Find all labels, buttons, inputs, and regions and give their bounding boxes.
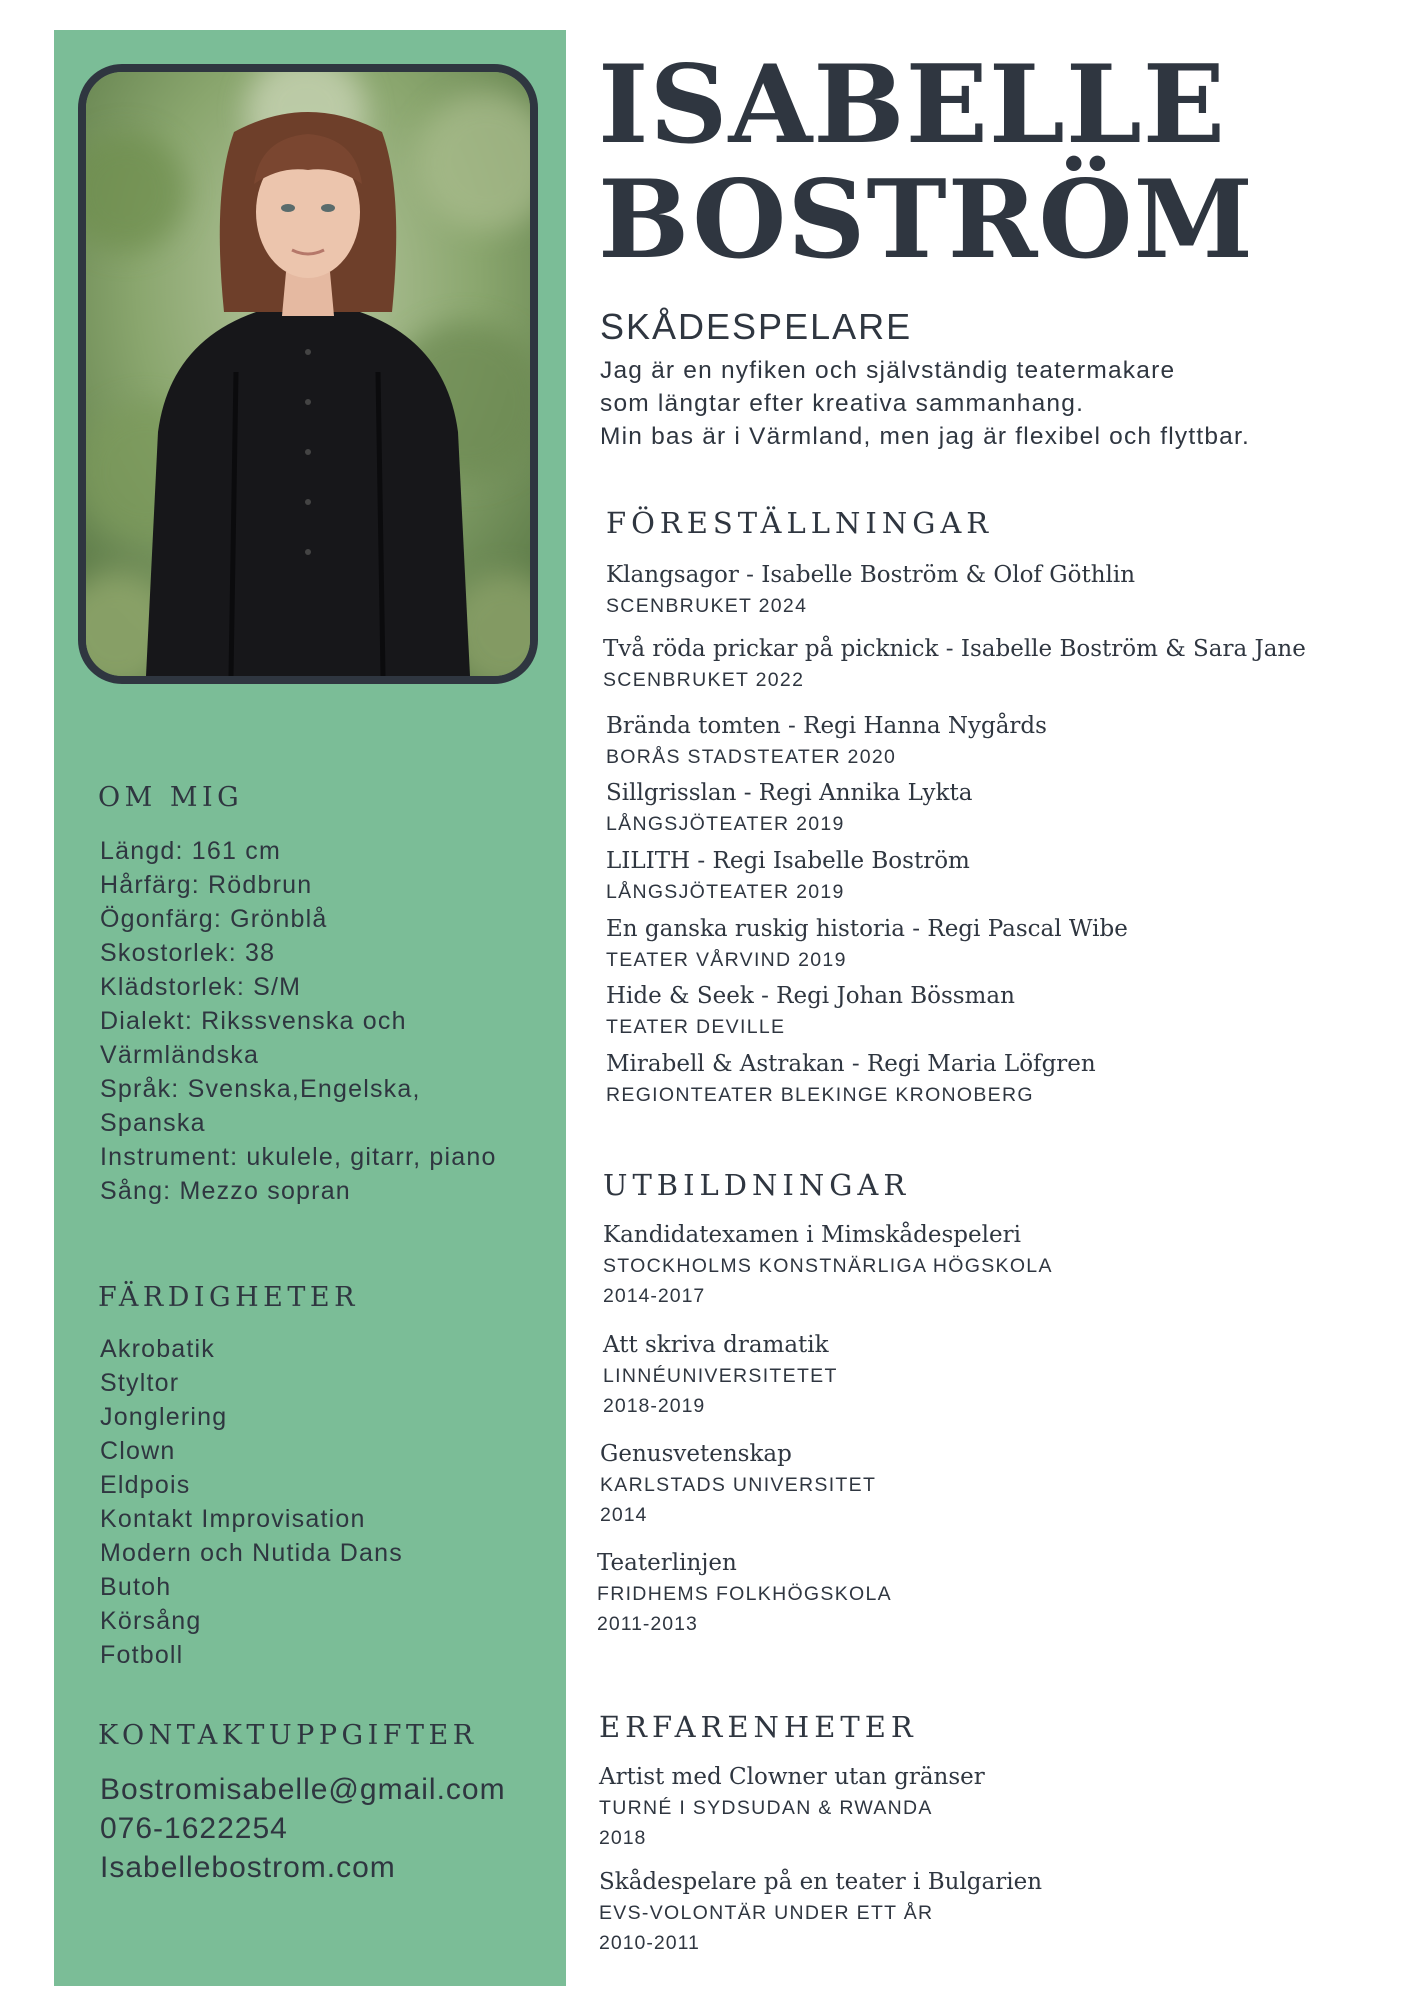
entry-title: Teaterlinjen <box>597 1550 737 1576</box>
website-link[interactable]: Isabellebostrom.com <box>100 1851 396 1884</box>
entry-title: Två röda prickar på picknick - Isabelle Boström & Sara Jane <box>603 636 1306 662</box>
list-item: Språk: Svenska,Engelska, Spanska <box>100 1075 421 1137</box>
entry-years: 2010-2011 <box>599 1932 700 1954</box>
email-link[interactable]: Bostromisabelle@gmail.com <box>100 1773 506 1806</box>
entry-years: 2011-2013 <box>597 1613 698 1635</box>
entry-title: Artist med Clowner utan gränser <box>599 1764 985 1790</box>
utbildningar-heading: UTBILDNINGAR <box>603 1168 911 1202</box>
name-first: ISABELLE <box>598 42 1227 168</box>
bio-text <box>600 354 1380 453</box>
entry-title: Sillgrisslan - Regi Annika Lykta <box>606 780 973 806</box>
list-item: Skostorlek: 38 <box>100 939 276 967</box>
page-title <box>598 42 1255 283</box>
entry-title: Brända tomten - Regi Hanna Nygårds <box>606 713 1047 739</box>
entry-venue: LÅNGSJÖTEATER 2019 <box>606 881 845 903</box>
list-item: Dialekt: Rikssvenska och Värmländska <box>100 1007 407 1069</box>
list-item <box>599 1762 985 1850</box>
entry-years: 2018 <box>599 1827 647 1849</box>
list-item: Hårfärg: Rödbrun <box>100 871 313 899</box>
entry-venue: TEATER VÅRVIND 2019 <box>606 949 847 971</box>
entry-title: Hide & Seek - Regi Johan Bössman <box>606 983 1015 1009</box>
list-item: Längd: 161 cm <box>100 837 281 865</box>
profile-photo <box>78 64 538 684</box>
name-last: BOSTRÖM <box>598 157 1255 283</box>
entry-title: En ganska ruskig historia - Regi Pascal Wibe <box>606 916 1128 942</box>
role-title: SKÅDESPELARE <box>600 306 913 347</box>
entry-title: Kandidatexamen i Mimskådespeleri <box>603 1222 1021 1248</box>
entry-title: Mirabell & Astrakan - Regi Maria Löfgren <box>606 1051 1096 1077</box>
list-item: Sång: Mezzo sopran <box>100 1177 351 1205</box>
list-item: Akrobatik <box>100 1335 216 1363</box>
list-item: Kontakt Improvisation <box>100 1505 366 1533</box>
list-item: Körsång <box>100 1607 202 1635</box>
entry-venue: REGIONTEATER BLEKINGE KRONOBERG <box>606 1084 1034 1106</box>
fardigheter-heading: FÄRDIGHETER <box>98 1282 359 1313</box>
list-item <box>600 1439 876 1527</box>
kontakt-heading: KONTAKTUPPGIFTER <box>98 1720 478 1751</box>
entry-school: LINNÉUNIVERSITETET <box>603 1365 838 1387</box>
entry-school: KARLSTADS UNIVERSITET <box>600 1474 877 1496</box>
entry-venue: TEATER DEVILLE <box>606 1016 786 1038</box>
list-item: Instrument: ukulele, gitarr, piano <box>100 1143 497 1171</box>
list-item <box>599 1867 1042 1955</box>
list-item: Ögonfärg: Grönblå <box>100 905 328 933</box>
erfarenheter-heading: ERFARENHETER <box>599 1710 918 1744</box>
entry-school: FRIDHEMS FOLKHÖGSKOLA <box>597 1583 892 1605</box>
bio-line: som längtar efter kreativa sammanhang. <box>600 390 1085 417</box>
list-item <box>603 634 1306 692</box>
entry-title: Skådespelare på en teater i Bulgarien <box>599 1869 1043 1895</box>
list-item <box>606 1049 1096 1107</box>
entry-venue: SCENBRUKET 2024 <box>606 595 808 617</box>
bio-line: Jag är en nyfiken och självständig teatermakare <box>600 357 1176 384</box>
list-item <box>606 981 1015 1039</box>
list-item <box>606 846 970 904</box>
entry-title: LILITH - Regi Isabelle Boström <box>606 848 970 874</box>
om-mig-heading: OM MIG <box>98 782 244 813</box>
bio-line: Min bas är i Värmland, men jag är flexibel och flyttbar. <box>600 423 1251 450</box>
portrait-image <box>86 72 530 676</box>
entry-title: Att skriva dramatik <box>603 1332 829 1358</box>
list-item: Styltor <box>100 1369 180 1397</box>
list-item <box>606 778 972 836</box>
entry-title: Klangsagor - Isabelle Boström & Olof Göthlin <box>606 562 1136 588</box>
list-item <box>603 1220 1053 1308</box>
fardigheter-list <box>100 1332 530 1672</box>
kontakt-list <box>100 1770 506 1887</box>
entry-place: TURNÉ I SYDSUDAN & RWANDA <box>599 1797 933 1819</box>
list-item: Jonglering <box>100 1403 228 1431</box>
entry-years: 2014-2017 <box>603 1285 706 1307</box>
entry-venue: LÅNGSJÖTEATER 2019 <box>606 813 845 835</box>
list-item <box>606 711 1047 769</box>
list-item <box>606 560 1135 618</box>
list-item <box>597 1548 892 1636</box>
phone-link[interactable]: 076-1622254 <box>100 1812 288 1845</box>
om-mig-list <box>100 834 530 1208</box>
entry-years: 2014 <box>600 1504 648 1526</box>
entry-place: EVS-VOLONTÄR UNDER ETT ÅR <box>599 1902 934 1924</box>
entry-school: STOCKHOLMS KONSTNÄRLIGA HÖGSKOLA <box>603 1255 1053 1277</box>
list-item <box>603 1330 838 1418</box>
entry-years: 2018-2019 <box>603 1395 706 1417</box>
entry-venue: BORÅS STADSTEATER 2020 <box>606 746 897 768</box>
list-item: Butoh <box>100 1573 172 1601</box>
list-item: Modern och Nutida Dans <box>100 1539 403 1567</box>
list-item: Fotboll <box>100 1641 184 1669</box>
forestallningar-heading: FÖRESTÄLLNINGAR <box>606 506 994 540</box>
entry-venue: SCENBRUKET 2022 <box>603 669 805 691</box>
list-item: Clown <box>100 1437 176 1465</box>
entry-title: Genusvetenskap <box>600 1441 792 1467</box>
list-item <box>606 914 1128 972</box>
list-item: Klädstorlek: S/M <box>100 973 302 1001</box>
list-item: Eldpois <box>100 1471 191 1499</box>
